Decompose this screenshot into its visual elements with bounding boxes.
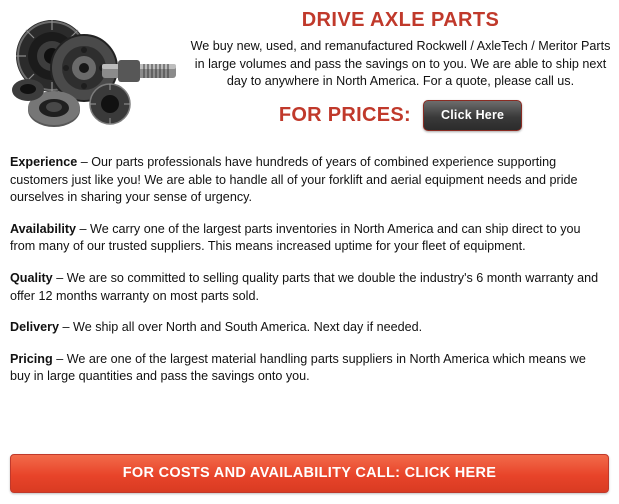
feature-text: We ship all over North and South America. Next day if needed. (73, 320, 423, 335)
feature-dash: – (52, 270, 67, 285)
feature-label: Quality (10, 270, 53, 285)
click-here-button[interactable]: Click Here (423, 100, 522, 131)
feature-quality (10, 270, 609, 305)
feature-dash: – (76, 221, 91, 236)
costs-availability-cta-button[interactable]: FOR COSTS AND AVAILABILITY CALL: CLICK HERE (10, 454, 609, 493)
feature-label: Pricing (10, 351, 53, 366)
page-title: DRIVE AXLE PARTS (301, 9, 500, 31)
for-prices-label: FOR PRICES: (278, 103, 412, 126)
feature-dash: – (59, 320, 74, 335)
features-list (0, 144, 619, 386)
header-text (182, 4, 613, 144)
feature-experience (10, 154, 609, 207)
feature-dash: – (77, 155, 92, 169)
feature-label: Availability (10, 221, 77, 236)
feature-text: We carry one of the largest parts inventories in North America and can ship direct to you from many of our trusted suppliers. This means increased uptime for your fleet of equipment. (10, 221, 581, 254)
feature-text: We are so committed to selling quality parts that we double the industry's 6 month warranty and offer 12 months warranty on most parts sold. (10, 270, 599, 303)
feature-delivery (10, 319, 609, 337)
feature-availability (10, 221, 609, 256)
header-section (0, 0, 619, 144)
for-prices-row (188, 100, 613, 131)
intro-paragraph: We buy new, used, and remanufactured Rockwell / AxleTech / Meritor Parts in large volumes and pass the savings on to you. We are able to ship next day to anywhere in North America. For a quote, please call us. (190, 39, 611, 88)
feature-dash: – (52, 351, 67, 366)
feature-text: We are one of the largest material handling parts suppliers in North America which means we buy in large quantities and pass the savings onto you. (10, 351, 586, 384)
cta-section (10, 454, 609, 493)
feature-label: Delivery (10, 320, 60, 335)
drive-axle-parts-photo (6, 4, 182, 144)
feature-label: Experience (10, 155, 78, 169)
feature-text: Our parts professionals have hundreds of years of combined experience supporting customers just like you! We are able to handle all of your forklift and aerial equipment needs and pride ourselves in sharing your sense of urgency. (10, 155, 578, 205)
feature-pricing (10, 351, 609, 386)
